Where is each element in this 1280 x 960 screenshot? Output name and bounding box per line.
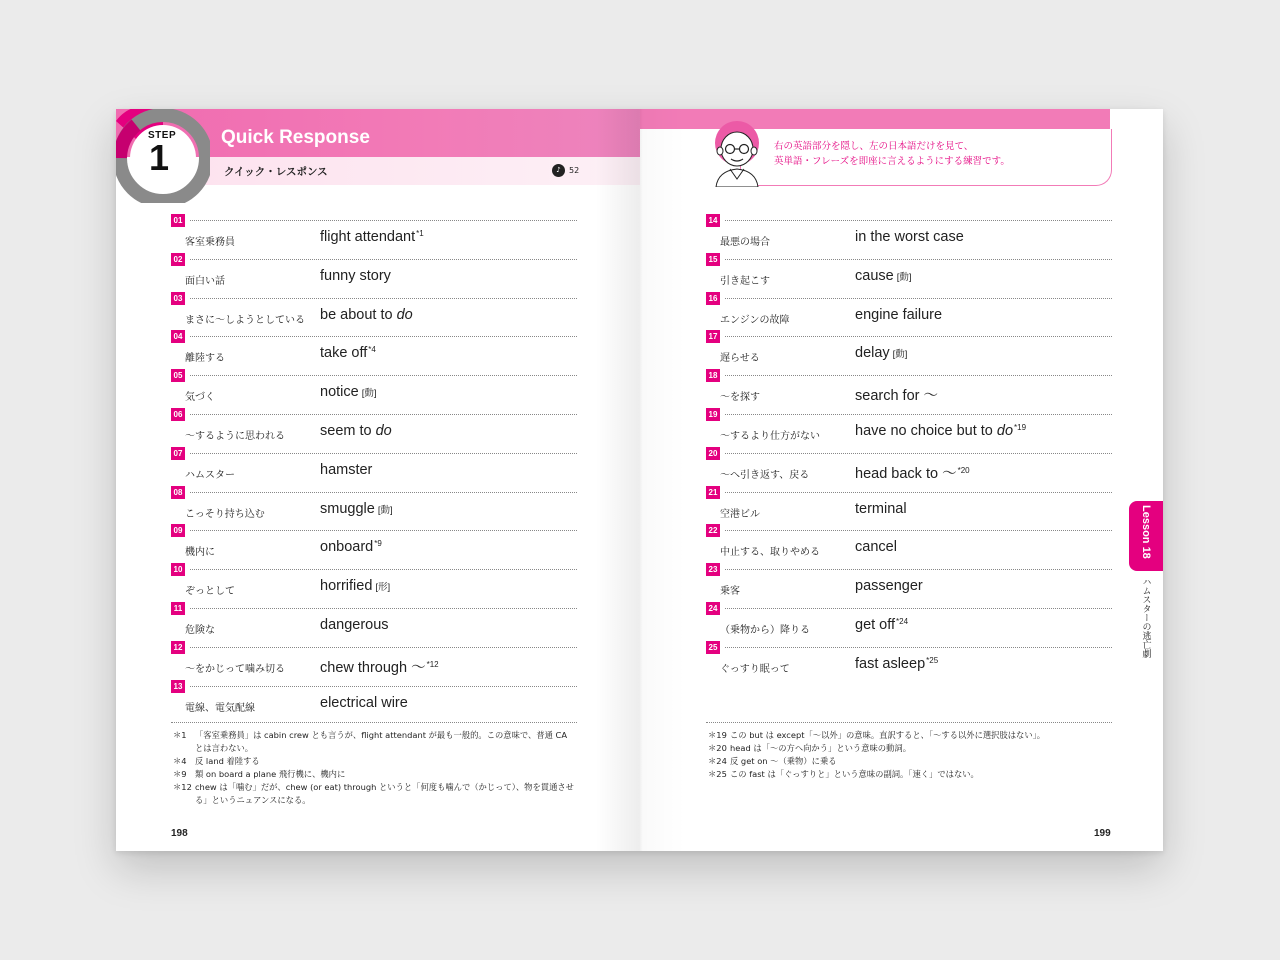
entry-divider [190, 414, 577, 415]
entry-english-text: delay [855, 345, 890, 362]
entry-pos-tag: [動] [377, 504, 393, 516]
entry-english [320, 384, 376, 400]
entry-divider [190, 492, 577, 493]
entry-japanese: ～へ引き返す、戻る [720, 469, 810, 481]
audio-track-number: 52 [569, 166, 580, 175]
entry-english-text: smuggle [320, 500, 375, 517]
entry-english [855, 656, 938, 672]
page-number-right: 199 [1094, 828, 1111, 839]
vocab-entry [171, 486, 577, 525]
entry-english [855, 462, 970, 483]
vocab-entry [706, 253, 1112, 292]
entry-japanese: 空港ビル [720, 508, 760, 520]
entry-english-italic: do [396, 306, 413, 323]
entry-english-text: onboard [320, 539, 374, 556]
entry-footnote-ref: *4 [368, 345, 376, 355]
entry-japanese: ～を探す [720, 392, 760, 404]
entry-divider [725, 259, 1112, 260]
section-subtitle: クイック・レスポンス [224, 166, 328, 178]
entry-japanese: 客室乗務員 [185, 237, 235, 248]
entry-number: 11 [171, 602, 185, 615]
entry-japanese: 中止する、取りやめる [720, 547, 820, 559]
entry-japanese: まさに～しようとしている [185, 314, 305, 326]
entry-japanese: 最悪の場合 [720, 237, 770, 248]
entry-english-text: electrical wire [320, 694, 408, 711]
vocab-entry [706, 292, 1112, 331]
entry-english [320, 578, 390, 594]
entry-english [320, 656, 439, 677]
teacher-illustration [706, 117, 768, 187]
entry-divider [190, 220, 577, 221]
footnote-marker: ＊4 [173, 756, 187, 766]
entry-english [320, 229, 424, 245]
entry-english-text: take off [320, 345, 368, 362]
entry-english [320, 617, 389, 633]
entry-number: 12 [171, 641, 185, 654]
footnote-marker: ＊19 [708, 730, 727, 740]
entry-japanese: ぞっとして [185, 586, 235, 598]
entry-japanese: 遅らせる [720, 353, 760, 365]
entry-divider [190, 298, 577, 299]
vocab-entry [171, 524, 577, 563]
entry-number: 03 [171, 292, 185, 305]
footnote-text: chew は「噛む」だが、chew (or eat) through というと「何度も噛んで（かじって）、物を貫通させる」というニュアンスになる。 [195, 782, 574, 805]
footnotes-right [706, 722, 1112, 781]
entry-japanese: こっそり持ち込む [185, 508, 265, 520]
vocab-entry [171, 447, 577, 486]
gutter-shadow [596, 109, 686, 851]
entry-footnote-ref: *1 [416, 229, 424, 238]
entry-english-text: chew through ～ [320, 659, 426, 676]
entry-footnote-ref: *12 [426, 659, 439, 669]
entry-divider [190, 336, 577, 337]
entry-english-text: funny story [320, 267, 391, 284]
entry-japanese: 離陸する [185, 353, 225, 365]
audio-icon[interactable]: ♪ [552, 164, 565, 177]
entry-english-text: dangerous [320, 616, 389, 633]
footnotes-left [171, 722, 577, 807]
entry-japanese: （乗物から）降りる [720, 624, 810, 636]
entry-japanese: ～をかじって噛み切る [185, 663, 285, 675]
entry-number: 01 [171, 214, 185, 227]
entry-number: 21 [706, 486, 720, 499]
entry-divider [190, 453, 577, 454]
entry-divider [725, 336, 1112, 337]
entry-english [855, 384, 938, 405]
vocab-list-right [706, 214, 1112, 680]
footnote-marker: ＊1 [173, 730, 187, 740]
entry-english [855, 501, 907, 517]
entry-english [320, 307, 413, 323]
entry-number: 02 [171, 253, 185, 266]
entry-japanese: エンジンの故障 [720, 314, 790, 326]
vocab-entry [171, 408, 577, 447]
entry-english [855, 617, 908, 633]
instruction-text [774, 139, 1010, 169]
entry-english [855, 539, 897, 555]
vocab-list-left [171, 214, 577, 718]
entry-english-text: cancel [855, 539, 897, 556]
entry-english-text: engine failure [855, 306, 943, 323]
entry-divider [190, 375, 577, 376]
entry-japanese: 気づく [185, 392, 215, 404]
entry-japanese: ～するより仕方がない [720, 430, 820, 442]
entry-divider [190, 647, 577, 648]
entry-number: 09 [171, 524, 185, 537]
footnote [171, 781, 577, 807]
entry-english-text: seem to [320, 422, 376, 439]
vocab-entry [706, 524, 1112, 563]
entry-number: 14 [706, 214, 720, 227]
vocab-entry [171, 641, 577, 680]
step-label: STEP [148, 130, 177, 141]
entry-number: 23 [706, 563, 720, 576]
entry-divider [190, 530, 577, 531]
entry-english-text: passenger [855, 578, 923, 595]
footnote-marker: ＊20 [708, 743, 727, 753]
entry-footnote-ref: *24 [896, 616, 909, 626]
vocab-entry [706, 563, 1112, 602]
entry-english [320, 268, 391, 284]
entry-pos-tag: [動] [896, 271, 912, 283]
entry-english [320, 345, 376, 361]
vocab-entry [706, 408, 1112, 447]
entry-english-text: head back to ～ [855, 465, 957, 482]
entry-english-text: terminal [855, 500, 907, 517]
entry-divider [725, 453, 1112, 454]
entry-english-italic: do [996, 422, 1014, 439]
entry-english [320, 695, 408, 711]
vocab-entry [171, 253, 577, 292]
vocab-entry [706, 641, 1112, 680]
entry-japanese: ～するように思われる [185, 430, 285, 442]
entry-divider [725, 608, 1112, 609]
vocab-entry [171, 563, 577, 602]
entry-number: 24 [706, 602, 720, 615]
entry-english-text: search for ～ [855, 388, 938, 405]
footnote [706, 755, 1112, 768]
entry-english-text: in the worst case [855, 229, 964, 245]
entry-japanese: 引き起こす [720, 275, 770, 287]
entry-english-text: flight attendant [320, 229, 416, 245]
entry-japanese: ハムスター [185, 469, 235, 481]
entry-divider [190, 259, 577, 260]
entry-divider [725, 647, 1112, 648]
footnote-text: 反 land 着陸する [195, 756, 260, 766]
vocab-entry [171, 680, 577, 719]
vocab-entry [706, 447, 1112, 486]
entry-divider [190, 608, 577, 609]
lesson-tab-label: Lesson 18 [1140, 505, 1152, 559]
entry-japanese: 危険な [185, 624, 215, 636]
entry-english [320, 539, 382, 555]
entry-number: 25 [706, 641, 720, 654]
entry-divider [725, 530, 1112, 531]
entry-divider [725, 414, 1112, 415]
footnote-text: 類 on board a plane 飛行機に、機内に [195, 769, 346, 779]
entry-english-text: notice [320, 384, 359, 401]
entry-divider [725, 492, 1112, 493]
entry-number: 04 [171, 330, 185, 343]
entry-number: 05 [171, 369, 185, 382]
step-number: 1 [149, 137, 170, 178]
entry-pos-tag: [動] [892, 349, 908, 361]
footnote [706, 768, 1112, 781]
entry-english-text: hamster [320, 461, 373, 478]
entry-english-text: fast asleep [855, 655, 926, 672]
entry-english [855, 229, 964, 245]
entry-divider [190, 569, 577, 570]
entry-english [320, 501, 393, 517]
entry-english-text: be about to [320, 306, 397, 323]
entry-english [320, 462, 372, 478]
vocab-entry [171, 330, 577, 369]
vocab-entry [706, 602, 1112, 641]
entry-english-text: horrified [320, 578, 373, 595]
entry-footnote-ref: *20 [957, 465, 970, 475]
footnote-text: 「客室乗務員」は cabin crew とも言うが、flight attendant が最も一般的。この意味で、普通 CA とは言わない。 [195, 730, 568, 753]
entry-japanese: 乗客 [720, 586, 740, 598]
entry-japanese: 電線、電気配線 [185, 702, 255, 714]
entry-divider [725, 298, 1112, 299]
footnote-text: head は「～の方へ向かう」という意味の動詞。 [730, 743, 911, 753]
entry-english [855, 268, 911, 284]
footnote-text: この but は except「～以外」の意味。直訳すると、「～する以外に選択肢はない」。 [730, 730, 1046, 740]
lesson-tab[interactable] [1129, 501, 1163, 571]
entry-number: 15 [706, 253, 720, 266]
entry-english-text: cause [855, 267, 894, 284]
lesson-title-vertical: ハムスターの逃亡劇 [1140, 577, 1151, 658]
entry-japanese: 機内に [185, 547, 215, 559]
vocab-entry [706, 330, 1112, 369]
footnote-marker: ＊12 [173, 782, 192, 792]
vocab-entry [171, 292, 577, 331]
entry-english-italic: do [375, 422, 392, 439]
footnote [171, 729, 577, 755]
entry-number: 19 [706, 408, 720, 421]
entry-japanese: 面白い話 [185, 275, 225, 287]
entry-number: 16 [706, 292, 720, 305]
footnote-marker: ＊9 [173, 769, 187, 779]
entry-english [855, 307, 942, 323]
entry-number: 17 [706, 330, 720, 343]
entry-english [855, 423, 1026, 439]
entry-divider [725, 569, 1112, 570]
entry-english-text: have no choice but to [855, 422, 997, 439]
entry-number: 08 [171, 486, 185, 499]
entry-number: 07 [171, 447, 185, 460]
entry-english [855, 578, 923, 594]
footnote [171, 755, 577, 768]
entry-footnote-ref: *19 [1014, 422, 1027, 432]
footnote [706, 729, 1112, 742]
footnote-text: この fast は「ぐっすりと」という意味の副詞。「速く」ではない。 [730, 769, 979, 779]
entry-divider [725, 375, 1112, 376]
entry-pos-tag: [動] [361, 388, 377, 400]
entry-footnote-ref: *25 [926, 655, 939, 665]
entry-english-text: get off [855, 616, 896, 633]
entry-divider [725, 220, 1112, 221]
entry-pos-tag: [形] [375, 582, 391, 594]
section-title: Quick Response [221, 127, 370, 148]
entry-number: 20 [706, 447, 720, 460]
entry-english [320, 423, 392, 439]
entry-number: 22 [706, 524, 720, 537]
book-spread [116, 109, 1163, 851]
vocab-entry [171, 214, 577, 253]
footnote [706, 742, 1112, 755]
vocab-entry [706, 369, 1112, 408]
vocab-entry [171, 369, 577, 408]
vocab-entry [706, 486, 1112, 525]
entry-number: 18 [706, 369, 720, 382]
entry-japanese: ぐっすり眠って [720, 663, 790, 675]
instruction-line-2: 英単語・フレーズを即座に言えるようにする練習です。 [774, 156, 1010, 167]
instruction-line-1: 右の英語部分を隠し、左の日本語だけを見て、 [774, 141, 974, 152]
entry-english [855, 345, 907, 361]
entry-divider [190, 686, 577, 687]
entry-footnote-ref: *9 [374, 539, 382, 549]
vocab-entry [171, 602, 577, 641]
entry-number: 13 [171, 680, 185, 693]
footnote [171, 768, 577, 781]
vocab-entry [706, 214, 1112, 253]
footnote-text: 反 get on ～（乗物）に乗る [730, 756, 837, 766]
page-number-left: 198 [171, 828, 188, 839]
entry-number: 06 [171, 408, 185, 421]
footnote-marker: ＊24 [708, 756, 727, 766]
footnote-marker: ＊25 [708, 769, 727, 779]
entry-number: 10 [171, 563, 185, 576]
